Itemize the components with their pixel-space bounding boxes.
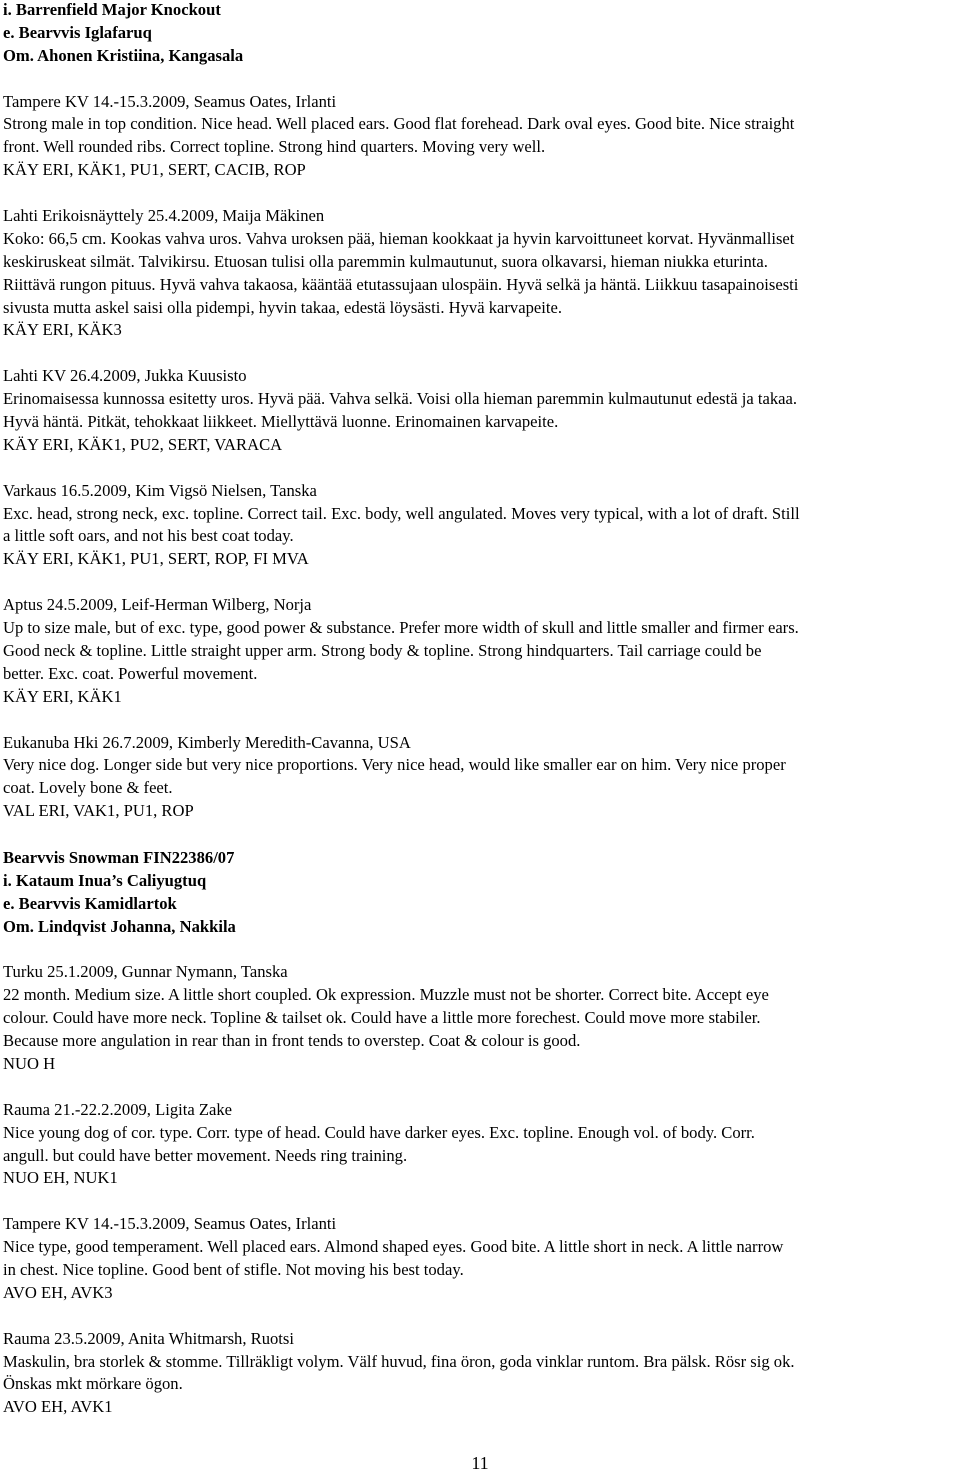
show-title: Tampere KV 14.-15.3.2009, Seamus Oates, Irlanti bbox=[3, 91, 337, 111]
critique-line: Koko: 66,5 cm. Kookas vahva uros. Vahva uroksen pää, hieman kookkaat ja hyvin karvoittuneet korvat. Hyvänmalliset bbox=[3, 228, 795, 248]
owner-line: Om. Lindqvist Johanna, Nakkila bbox=[3, 916, 236, 936]
show-result: KÄY ERI, KÄK1, PU1, SERT, ROP, FI MVA bbox=[3, 549, 309, 569]
show-title: Lahti KV 26.4.2009, Jukka Kuusisto bbox=[3, 366, 247, 386]
critique-line: coat. Lovely bone & feet. bbox=[3, 778, 173, 798]
critique-line: front. Well rounded ribs. Correct topline. Strong hind quarters. Moving very well. bbox=[3, 137, 546, 157]
critique-line: angull. but could have better movement. Needs ring training. bbox=[3, 1145, 408, 1165]
critique-line: keskiruskeat silmät. Talvikirsu. Etuosan tulisi olla paremmin kulmautunut, suora olkavarsi, hieman niukka eturinta. bbox=[3, 251, 768, 271]
show-title: Turku 25.1.2009, Gunnar Nymann, Tanska bbox=[3, 962, 288, 982]
sire-line: i. Kataum Inua’s Caliyugtuq bbox=[3, 870, 207, 890]
critique-line: Riittävä rungon pituus. Hyvä vahva takaosa, kääntää etutassujaan ulospäin. Hyvä selkä ja häntä. Liikkuu tasapainoisesti bbox=[3, 274, 799, 294]
page-number: 11 bbox=[471, 1453, 489, 1473]
show-title: Aptus 24.5.2009, Leif-Herman Wilberg, Norja bbox=[3, 595, 312, 615]
critique-line: in chest. Nice topline. Good bent of stifle. Not moving his best today. bbox=[3, 1259, 464, 1279]
critique-line: 22 month. Medium size. A little short coupled. Ok expression. Muzzle must not be shorter. Correct bite. Accept eye bbox=[3, 985, 769, 1005]
show-result: AVO EH, AVK1 bbox=[3, 1397, 113, 1417]
show-result: AVO EH, AVK3 bbox=[3, 1282, 113, 1302]
critique-line: Hyvä häntä. Pitkät, tehokkaat liikkeet. Miellyttävä luonne. Erinomainen karvapeite. bbox=[3, 412, 559, 432]
dam-line: e. Bearvvis Iglafaruq bbox=[3, 22, 152, 42]
show-title: Varkaus 16.5.2009, Kim Vigsö Nielsen, Tanska bbox=[3, 480, 317, 500]
sire-line: i. Barrenfield Major Knockout bbox=[3, 0, 221, 19]
critique-line: Nice young dog of cor. type. Corr. type of head. Could have darker eyes. Exc. topline. Enough vol. of body. Corr. bbox=[3, 1122, 755, 1142]
show-result: KÄY ERI, KÄK1 bbox=[3, 686, 122, 706]
critique-line: Because more angulation in rear than in front tends to overstep. Coat & colour is good. bbox=[3, 1031, 581, 1051]
show-result: KÄY ERI, KÄK1, PU2, SERT, VARACA bbox=[3, 434, 283, 454]
critique-line: Önskas mkt mörkare ögon. bbox=[3, 1374, 183, 1394]
critique-line: a little soft oars, and not his best coat today. bbox=[3, 526, 294, 546]
show-title: Tampere KV 14.-15.3.2009, Seamus Oates, Irlanti bbox=[3, 1214, 337, 1234]
show-result: VAL ERI, VAK1, PU1, ROP bbox=[3, 801, 194, 821]
critique-line: better. Exc. coat. Powerful movement. bbox=[3, 663, 258, 683]
critique-line: Maskulin, bra storlek & stomme. Tillräkligt volym. Välf huvud, fina öron, goda vinklar runtom. Bra pälsk. Rösr sig ok. bbox=[3, 1351, 795, 1371]
critique-line: Good neck & topline. Little straight upper arm. Strong body & topline. Strong hindquarters. Tail carriage could be bbox=[3, 640, 762, 660]
show-title: Rauma 23.5.2009, Anita Whitmarsh, Ruotsi bbox=[3, 1328, 294, 1348]
owner-line: Om. Ahonen Kristiina, Kangasala bbox=[3, 45, 244, 65]
show-result: KÄY ERI, KÄK1, PU1, SERT, CACIB, ROP bbox=[3, 160, 306, 180]
show-title: Eukanuba Hki 26.7.2009, Kimberly Meredith-Cavanna, USA bbox=[3, 732, 411, 752]
critique-line: Nice type, good temperament. Well placed ears. Almond shaped eyes. Good bite. A little short in neck. A little narrow bbox=[3, 1237, 784, 1257]
critique-line: sivusta mutta askel saisi olla pidempi, hyvin takaa, edestä löysästi. Hyvä karvapeite. bbox=[3, 297, 562, 317]
show-result: KÄY ERI, KÄK3 bbox=[3, 320, 122, 340]
show-result: NUO H bbox=[3, 1053, 56, 1073]
critique-line: colour. Could have more neck. Topline & tailset ok. Could have a little more forechest. Could move more stabiler. bbox=[3, 1008, 761, 1028]
critique-line: Very nice dog. Longer side but very nice proportions. Very nice head, would like smaller ear on him. Very nice proper bbox=[3, 755, 786, 775]
show-result: NUO EH, NUK1 bbox=[3, 1168, 118, 1188]
critique-line: Up to size male, but of exc. type, good power & substance. Prefer more width of skull and little smaller and firmer ears. bbox=[3, 618, 799, 638]
dog-name-registration: Bearvvis Snowman FIN22386/07 bbox=[3, 847, 235, 867]
dam-line: e. Bearvvis Kamidlartok bbox=[3, 893, 177, 913]
critique-line: Strong male in top condition. Nice head. Well placed ears. Good flat forehead. Dark oval eyes. Good bite. Nice straight bbox=[3, 114, 795, 134]
show-title: Lahti Erikoisnäyttely 25.4.2009, Maija Mäkinen bbox=[3, 206, 325, 226]
show-title: Rauma 21.-22.2.2009, Ligita Zake bbox=[3, 1099, 233, 1119]
critique-line: Erinomaisessa kunnossa esitetty uros. Hyvä pää. Vahva selkä. Voisi olla hieman paremmin kulmautunut edestä ja takaa. bbox=[3, 389, 798, 409]
document-body bbox=[3, 0, 957, 1419]
critique-line: Exc. head, strong neck, exc. topline. Correct tail. Exc. body, well angulated. Moves very typical, with a lot of draft. Still bbox=[3, 503, 800, 523]
